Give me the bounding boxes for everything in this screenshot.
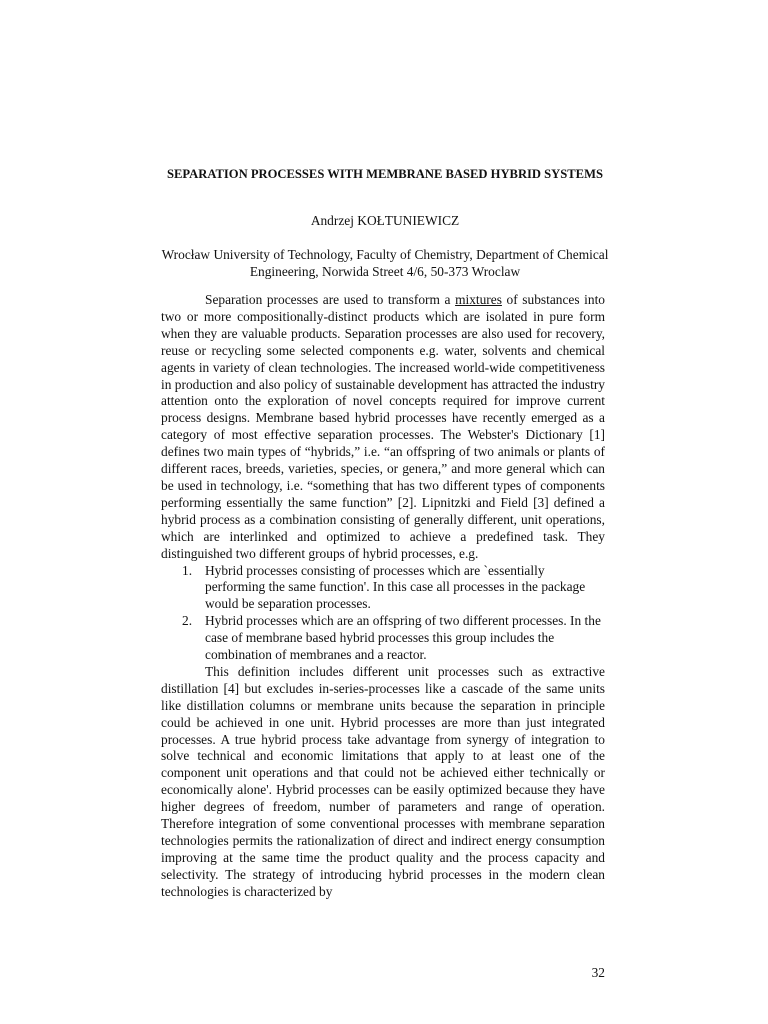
page-number: 32 (591, 965, 605, 980)
intro-text-start: Separation processes are used to transform a (205, 292, 456, 307)
author-affiliation: Wrocław University of Technology, Faculty of Chemistry, Department of Chemical Engineering, Norwida Street 4/6, 50-373 Wroclaw (161, 247, 609, 279)
definition-paragraph: This definition includes different unit processes such as extractive distillation [4] but excludes in-series-processes like a cascade of the same units like distillation columns or membrane units because the separation in principle could be achieved in one unit. Hybrid processes are more than just integrated processes. A true hybrid process take advantage from synergy of integration to solve technical and economic limitations that apply to at least one of the component unit operations and that could not be achieved either technically or economically alone'. Hybrid processes can be easily optimized because they have higher degrees of freedom, number of parameters and range of operation. Therefore integration of some conventional processes with membrane separation technologies permits the rationalization of direct and indirect energy consumption improving at the same time the product quality and the process capacity and selectivity. The strategy of introducing hybrid processes in the modern clean technologies is characterized by (161, 663, 605, 899)
intro-text-rest: of substances into two or more compositionally-distinct products which are isolated in pure form when they are valuable products. Separation processes are also used for recovery, reuse or recycling some selected components e.g. water, solvents and chemical agents in variety of clean technologies. The increased world-wide competitiveness in production and also policy of sustainable development has attracted the industry attention onto the exploration of novel concepts required for improve current process designs. Membrane based hybrid processes have recently emerged as a category of most effective separation processes. The Webster's Dictionary [1] defines two main types of “hybrids,” i.e. “an offspring of two animals or plants of different races, breeds, varieties, species, or genera,” and more general which can be used in technology, i.e. “something that has two different types of components performing essentially the same function” [2]. Lipnitzki and Field [3] defined a hybrid process as a combination consisting of generally different, unit operations, which are interlinked and optimized to achieve a predefined task. They distinguished two different groups of hybrid processes, e.g. (161, 292, 605, 561)
paper-title: SEPARATION PROCESSES WITH MEMBRANE BASED HYBRID SYSTEMS (167, 167, 603, 181)
list-item (182, 562, 605, 614)
body-text (161, 292, 605, 901)
list-item (182, 613, 605, 664)
list-item-number: 1. (182, 562, 193, 578)
list-item-text: Hybrid processes which are an offspring of two different processes. In the case of membrane based hybrid processes this group includes the combination of membranes and a reactor. (205, 613, 601, 663)
author-name: Andrzej KOŁTUNIEWICZ (310, 213, 460, 228)
list-item-number: 2. (182, 613, 193, 629)
intro-paragraph (161, 292, 605, 563)
mixtures-link[interactable]: mixtures (455, 292, 502, 307)
hybrid-process-list (161, 563, 605, 664)
list-item-text: Hybrid processes consisting of processes which are `essentially performing the same function'. In this case all processes in the package would be separation processes. (205, 562, 586, 612)
